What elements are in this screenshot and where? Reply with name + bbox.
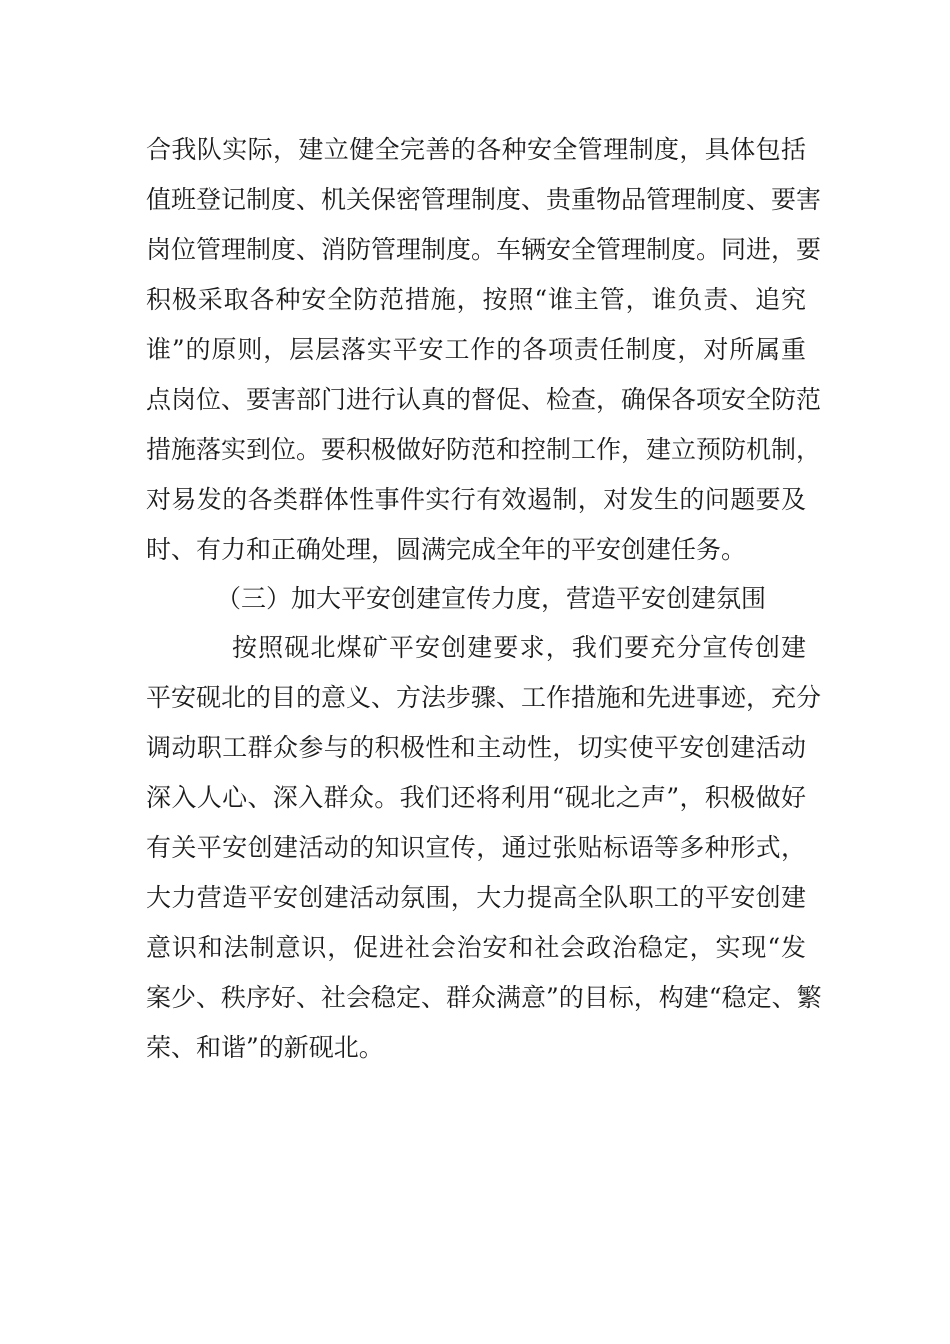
paragraph-line: 积极采取各种安全防范措施，按照“谁主管，谁负责、追究 <box>146 285 806 314</box>
paragraph-line: 时、有力和正确处理，圆满完成全年的平安创建任务。 <box>146 535 747 564</box>
paragraph-line: 深入人心、深入群众。我们还将利用“砚北之声”，积极做好 <box>146 783 806 812</box>
paragraph-line: 按照砚北煤矿平安创建要求，我们要充分宣传创建 <box>232 633 806 662</box>
paragraph-line: 合我队实际，建立健全完善的各种安全管理制度，具体包括 <box>146 135 806 164</box>
paragraph-line: 平安砚北的目的意义、方法步骤、工作措施和先进事迹，充分 <box>146 683 822 712</box>
paragraph-line: 对易发的各类群体性事件实行有效遏制，对发生的问题要及 <box>146 485 806 514</box>
paragraph-line: 调动职工群众参与的积极性和主动性，切实使平安创建活动 <box>146 733 806 762</box>
paragraph-line: 大力营造平安创建活动氛围，大力提高全队职工的平安创建 <box>146 883 806 912</box>
paragraph-line: 荣、和谐”的新砚北。 <box>146 1033 384 1062</box>
paragraph-line: 措施落实到位。要积极做好防范和控制工作，建立预防机制， <box>146 435 822 464</box>
paragraph-line: 有关平安创建活动的知识宣传，通过张贴标语等多种形式， <box>146 833 806 862</box>
section-heading: （三）加大平安创建宣传力度，营造平安创建氛围 <box>216 584 767 613</box>
paragraph-line: 案少、秩序好、社会稳定、群众满意”的目标，构建“稳定、繁 <box>146 983 822 1012</box>
paragraph-line: 值班登记制度、机关保密管理制度、贵重物品管理制度、要害 <box>146 185 822 214</box>
paragraph-line: 谁”的原则，层层落实平安工作的各项责任制度，对所属重 <box>146 335 806 364</box>
paragraph-line: 点岗位、要害部门进行认真的督促、检查，确保各项安全防范 <box>146 385 822 414</box>
paragraph-line: 意识和法制意识，促进社会治安和社会政治稳定，实现“发 <box>146 933 806 962</box>
paragraph-line: 岗位管理制度、消防管理制度。车辆安全管理制度。同进，要 <box>146 235 822 264</box>
